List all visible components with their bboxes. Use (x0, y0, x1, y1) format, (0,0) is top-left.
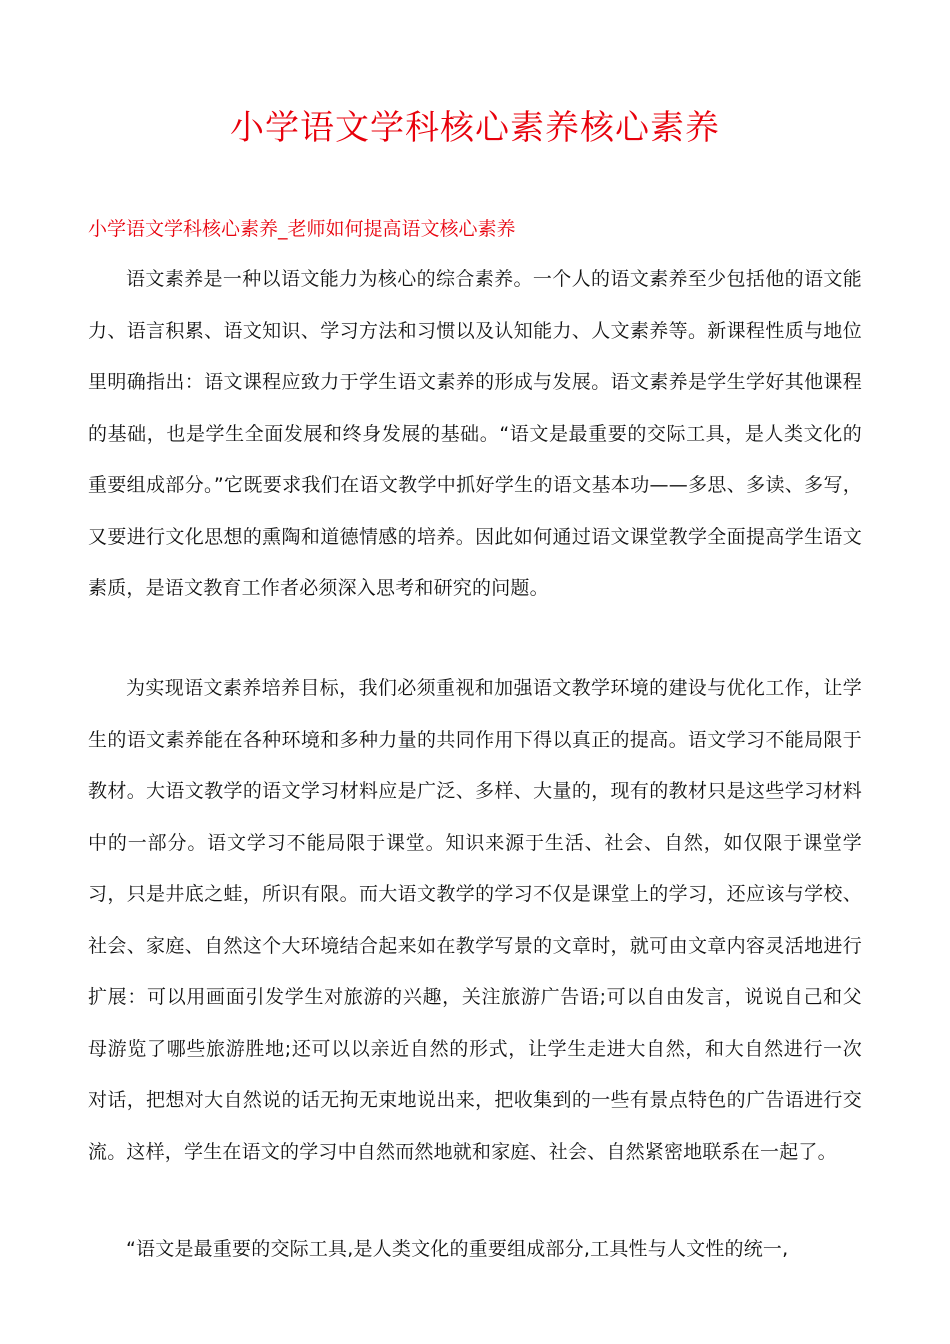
body-paragraph-1: 语文素养是一种以语文能力为核心的综合素养。一个人的语文素养至少包括他的语文能力、语言积累、语文知识、学习方法和习惯以及认知能力、人文素养等。新课程性质与地位里明确指出：语文课程应致力于学生语文素养的形成与发展。语文素养是学生学好其他课程的基础，也是学生全面发展和终身发展的基础。“语文是最重要的交际工具，是人类文化的重要组成部分。”它既要求我们在语文教学中抓好学生的语文基本功——多思、多读、多写，又要进行文化思想的熏陶和道德情感的培养。因此如何通过语文课堂教学全面提高学生语文素质，是语文教育工作者必须深入思考和研究的问题。 (88, 268, 862, 599)
body-paragraph-2: 为实现语文素养培养目标，我们必须重视和加强语文教学环境的建设与优化工作，让学生的语文素养能在各种环境和多种力量的共同作用下得以真正的提高。语文学习不能局限于教材。大语文教学的语文学习材料应是广泛、多样、大量的，现有的教材只是这些学习材料中的一部分。语文学习不能局限于课堂。知识来源于生活、社会、自然，如仅限于课堂学习，只是井底之蛙，所识有限。而大语文教学的学习不仅是课堂上的学习，还应该与学校、社会、家庭、自然这个大环境结合起来如在教学写景的文章时，就可由文章内容灵活地进行扩展：可以用画面引发学生对旅游的兴趣，关注旅游广告语;可以自由发言，说说自己和父母游览了哪些旅游胜地;还可以以亲近自然的形式，让学生走进大自然，和大自然进行一次对话，把想对大自然说的话无拘无束地说出来，把收集到的一些有景点特色的广告语进行交流。这样，学生在语文的学习中自然而然地就和家庭、社会、自然紧密地联系在一起了。 (88, 677, 862, 1163)
document-subtitle: 小学语文学科核心素养_老师如何提高语文核心素养 (88, 218, 516, 240)
document-title: 小学语文学科核心素养核心素养 (230, 108, 720, 148)
body-paragraph-3: “语文是最重要的交际工具,是人类文化的重要组成部分,工具性与人文性的统一, (126, 1238, 789, 1260)
